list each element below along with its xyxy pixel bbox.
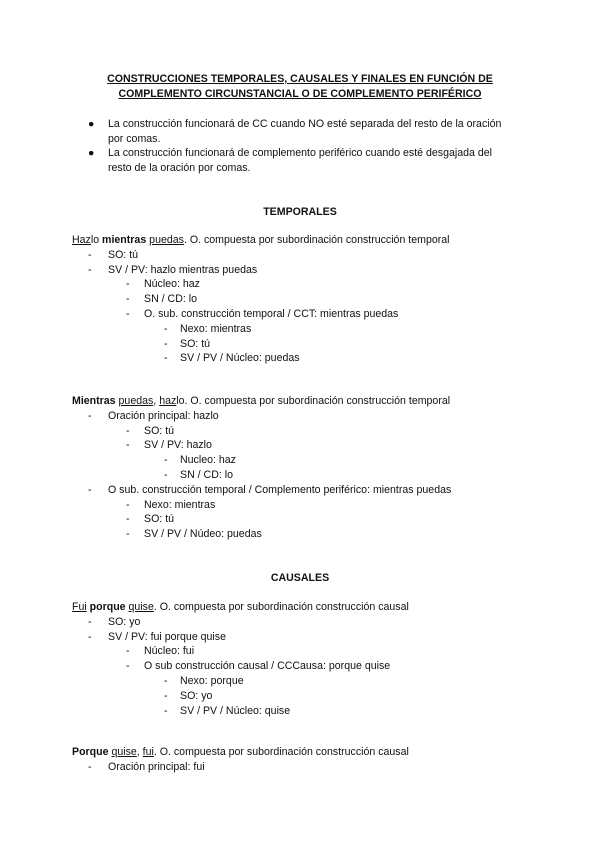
- analysis-text: O sub construcción causal / CCCausa: porque quise: [144, 660, 391, 673]
- example-sentence: [72, 745, 542, 760]
- example-temporal-1: [72, 233, 542, 366]
- dash-marker: -: [164, 468, 168, 481]
- dash-marker: -: [126, 645, 130, 658]
- sentence-description: . O. compuesta por subordinación construcción causal: [153, 746, 409, 758]
- analysis-item: [72, 630, 542, 645]
- bullet-text: resto de la oración por comas.: [108, 161, 251, 174]
- example-causal-1: [72, 600, 542, 718]
- dash-marker: -: [88, 630, 92, 643]
- sentence-word: Mientras: [72, 395, 116, 407]
- analysis-item: [72, 704, 542, 719]
- analysis-item: [72, 351, 542, 366]
- dash-marker: -: [164, 352, 168, 365]
- analysis-item: [72, 322, 542, 337]
- analysis-item: [72, 644, 542, 659]
- dash-marker: -: [88, 483, 92, 496]
- dash-marker: -: [164, 322, 168, 335]
- sentence-word: porque: [89, 601, 126, 613]
- section-heading-causales: CAUSALES: [270, 572, 330, 584]
- document-title: [72, 72, 528, 101]
- dash-marker: -: [126, 293, 130, 306]
- analysis-text: Oración principal: hazlo: [108, 409, 219, 422]
- sentence-description: . O. compuesta por subordinación construcción causal: [153, 601, 409, 613]
- sentence-word: lo: [176, 395, 185, 407]
- bullet-dot-icon: ●: [88, 147, 95, 160]
- dash-marker: -: [164, 689, 168, 702]
- dash-marker: -: [164, 674, 168, 687]
- analysis-text: SO: yo: [108, 615, 141, 628]
- sentence-comma: ,: [136, 746, 143, 758]
- dash-marker: -: [126, 439, 130, 452]
- dash-marker: -: [126, 513, 130, 526]
- bullet-text: La construcción funcionará de CC cuando NO esté separada del resto de la oración: [108, 118, 502, 130]
- analysis-text: Oración principal: fui: [108, 760, 205, 773]
- analysis-text: SN / CD: lo: [180, 468, 233, 481]
- analysis-text: Nexo: mientras: [180, 322, 252, 335]
- analysis-item: [72, 337, 542, 352]
- analysis-text: SV / PV: hazlo: [144, 439, 212, 452]
- analysis-item: [72, 527, 542, 542]
- bullet-text: por comas.: [108, 132, 161, 145]
- analysis-item: [72, 263, 542, 278]
- analysis-item: [72, 512, 542, 527]
- sentence-word: Porque: [72, 746, 109, 758]
- analysis-item: [72, 659, 542, 674]
- sentence-word: Haz: [72, 234, 91, 246]
- dash-marker: -: [88, 615, 92, 628]
- analysis-text: SV / PV: fui porque quise: [108, 630, 226, 643]
- dash-marker: -: [126, 278, 130, 291]
- dash-marker: -: [88, 760, 92, 773]
- analysis-item: [72, 248, 542, 263]
- analysis-item: [72, 483, 542, 498]
- sentence-word: lo: [90, 234, 100, 246]
- analysis-text: SV / PV / Núcleo: puedas: [180, 352, 300, 365]
- dash-marker: -: [88, 409, 92, 422]
- analysis-text: SV / PV: hazlo mientras puedas: [108, 263, 258, 276]
- example-sentence: [72, 600, 542, 615]
- title-line-1: CONSTRUCCIONES TEMPORALES, CAUSALES Y FINALES EN FUNCIÓN DE: [107, 73, 493, 85]
- analysis-item: [72, 307, 542, 322]
- analysis-text: Núcleo: haz: [144, 278, 200, 291]
- analysis-item: [72, 760, 542, 775]
- sentence-word: Fui: [72, 601, 87, 613]
- bullet-list: [72, 117, 532, 175]
- sentence-word: haz: [159, 395, 177, 407]
- sentence-word: quise: [128, 601, 154, 613]
- example-sentence: [72, 394, 542, 409]
- sentence-word: quise: [111, 746, 137, 758]
- analysis-item: [72, 689, 542, 704]
- sentence-word: mientras: [102, 234, 147, 246]
- bullet-item: [72, 117, 532, 146]
- dash-marker: -: [126, 307, 130, 320]
- analysis-text: SO: tú: [108, 248, 139, 261]
- sentence-word: puedas: [118, 395, 154, 407]
- dash-marker: -: [164, 337, 168, 350]
- sentence-description: . O. compuesta por subordinación construcción temporal: [183, 234, 450, 246]
- analysis-item: [72, 498, 542, 513]
- dash-marker: -: [164, 704, 168, 717]
- analysis-item: [72, 424, 542, 439]
- dash-marker: -: [88, 248, 92, 261]
- analysis-text: SO: tú: [180, 337, 211, 350]
- analysis-text: Nexo: mientras: [144, 498, 216, 511]
- sentence-comma: ,: [153, 395, 160, 407]
- analysis-text: Nucleo: haz: [180, 454, 236, 467]
- analysis-text: SO: tú: [144, 513, 175, 526]
- analysis-item: [72, 292, 542, 307]
- section-heading-temporales: TEMPORALES: [263, 206, 337, 218]
- analysis-item: [72, 277, 542, 292]
- analysis-item: [72, 453, 542, 468]
- dash-marker: -: [126, 424, 130, 437]
- analysis-text: SO: yo: [180, 689, 213, 702]
- sentence-description: . O. compuesta por subordinación construcción temporal: [184, 395, 451, 407]
- analysis-text: SV / PV / Núcleo: quise: [180, 704, 291, 717]
- analysis-text: O. sub. construcción temporal / CCT: mientras puedas: [144, 307, 399, 320]
- analysis-text: O sub. construcción temporal / Complemento periférico: mientras puedas: [108, 483, 452, 496]
- dash-marker: -: [126, 660, 130, 673]
- analysis-text: SV / PV / Núdeo: puedas: [144, 528, 262, 541]
- bullet-dot-icon: ●: [88, 118, 95, 130]
- analysis-item: [72, 674, 542, 689]
- analysis-item: [72, 409, 542, 424]
- analysis-item: [72, 438, 542, 453]
- bullet-item: [72, 146, 532, 175]
- sentence-word: puedas: [149, 234, 184, 246]
- example-sentence: [72, 233, 542, 248]
- dash-marker: -: [126, 528, 130, 541]
- analysis-text: SN / CD: lo: [144, 293, 197, 306]
- analysis-item: [72, 615, 542, 630]
- analysis-text: SO: tú: [144, 424, 175, 437]
- example-temporal-2: [72, 394, 542, 542]
- dash-marker: -: [164, 454, 168, 467]
- dash-marker: -: [126, 498, 130, 511]
- analysis-text: Núcleo: fui: [144, 645, 195, 658]
- title-line-2: COMPLEMENTO CIRCUNSTANCIAL O DE COMPLEMENTO PERIFÉRICO: [118, 87, 482, 100]
- bullet-text: La construcción funcionará de complemento periférico cuando esté desgajada del: [108, 147, 492, 160]
- analysis-text: Nexo: porque: [180, 674, 244, 687]
- sentence-word: fui: [142, 746, 154, 758]
- analysis-item: [72, 468, 542, 483]
- dash-marker: -: [88, 263, 92, 276]
- example-causal-2: [72, 745, 542, 775]
